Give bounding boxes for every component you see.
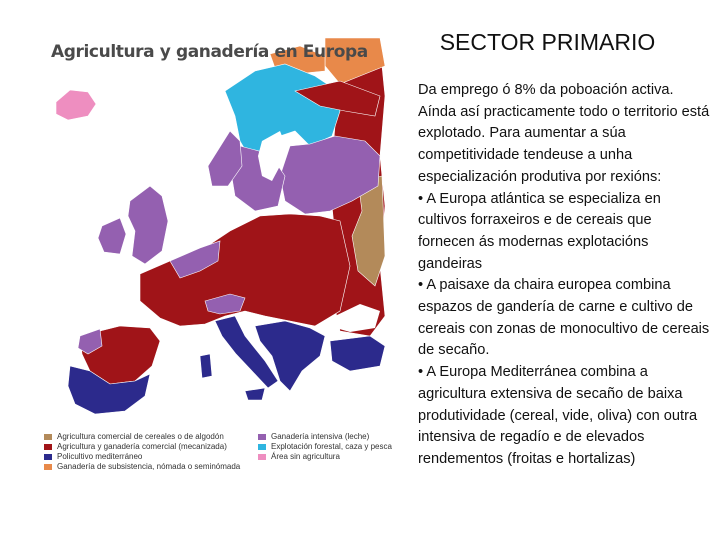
bullet-mediterranean: • A Europa Mediterránea combina a agricultura extensiva de secaño de baixa produtividade (cereal, vide, oliva) con outra intensiva de regadío e de elevados rendementos (froitas e hortalizas) — [418, 364, 698, 467]
europe-agriculture-map — [40, 36, 390, 476]
slide-title: SECTOR PRIMARIO — [439, 29, 656, 55]
legend-item — [258, 452, 340, 462]
legend-item — [44, 462, 240, 472]
slide-body — [418, 80, 710, 471]
legend-swatch — [44, 434, 52, 440]
legend-label: Área sin agricultura — [271, 452, 340, 461]
legend-swatch — [44, 464, 52, 470]
region-turkey-mediterranean — [330, 336, 385, 371]
legend-swatch — [258, 454, 266, 460]
map-title: Agricultura y ganadería en Europa — [51, 42, 368, 62]
legend-swatch — [44, 444, 52, 450]
legend-label: Explotación forestal, caza y pesca — [271, 442, 392, 451]
bullet-atlantic: • A Europa atlántica se especializa en cultivos forraxeiros e de cereais que fornecen ás modernas explotacións gandeiras — [418, 190, 661, 272]
legend-swatch — [44, 454, 52, 460]
region-central-commercial — [140, 214, 350, 326]
region-dairy-britain — [128, 186, 168, 264]
legend-label: Ganadería intensiva (leche) — [271, 432, 370, 441]
legend-label: Policultivo mediterráneo — [57, 452, 143, 461]
region-sicily — [245, 388, 265, 400]
intro-paragraph: Da emprego ó 8% da poboación activa. Aínda así practicamente todo o territorio está explotado. Para aumentar a súa competitividade tendeuse a unha especialización produtiva por rexións: — [418, 82, 710, 185]
map-legend — [44, 432, 394, 476]
legend-swatch — [258, 434, 266, 440]
legend-item — [44, 452, 142, 462]
bullet-plain: • A paisaxe da chaira europea combina espazos de gandería de carne e cultivo de cereais con zonas de monocultivo de cereais de secaño. — [418, 277, 710, 359]
legend-item — [44, 432, 224, 442]
region-sardinia — [200, 354, 212, 378]
region-no-agriculture-iceland — [56, 90, 96, 120]
region-dairy-ireland — [98, 218, 126, 254]
legend-label: Ganadería de subsistencia, nómada o seminómada — [57, 462, 241, 471]
legend-label: Agricultura comercial de cereales o de algodón — [57, 432, 224, 441]
legend-item — [44, 442, 227, 452]
legend-item — [258, 432, 369, 442]
map-graphic — [40, 36, 390, 431]
legend-swatch — [258, 444, 266, 450]
legend-label: Agricultura y ganadería comercial (mecanizada) — [57, 442, 227, 451]
legend-item — [258, 442, 392, 452]
